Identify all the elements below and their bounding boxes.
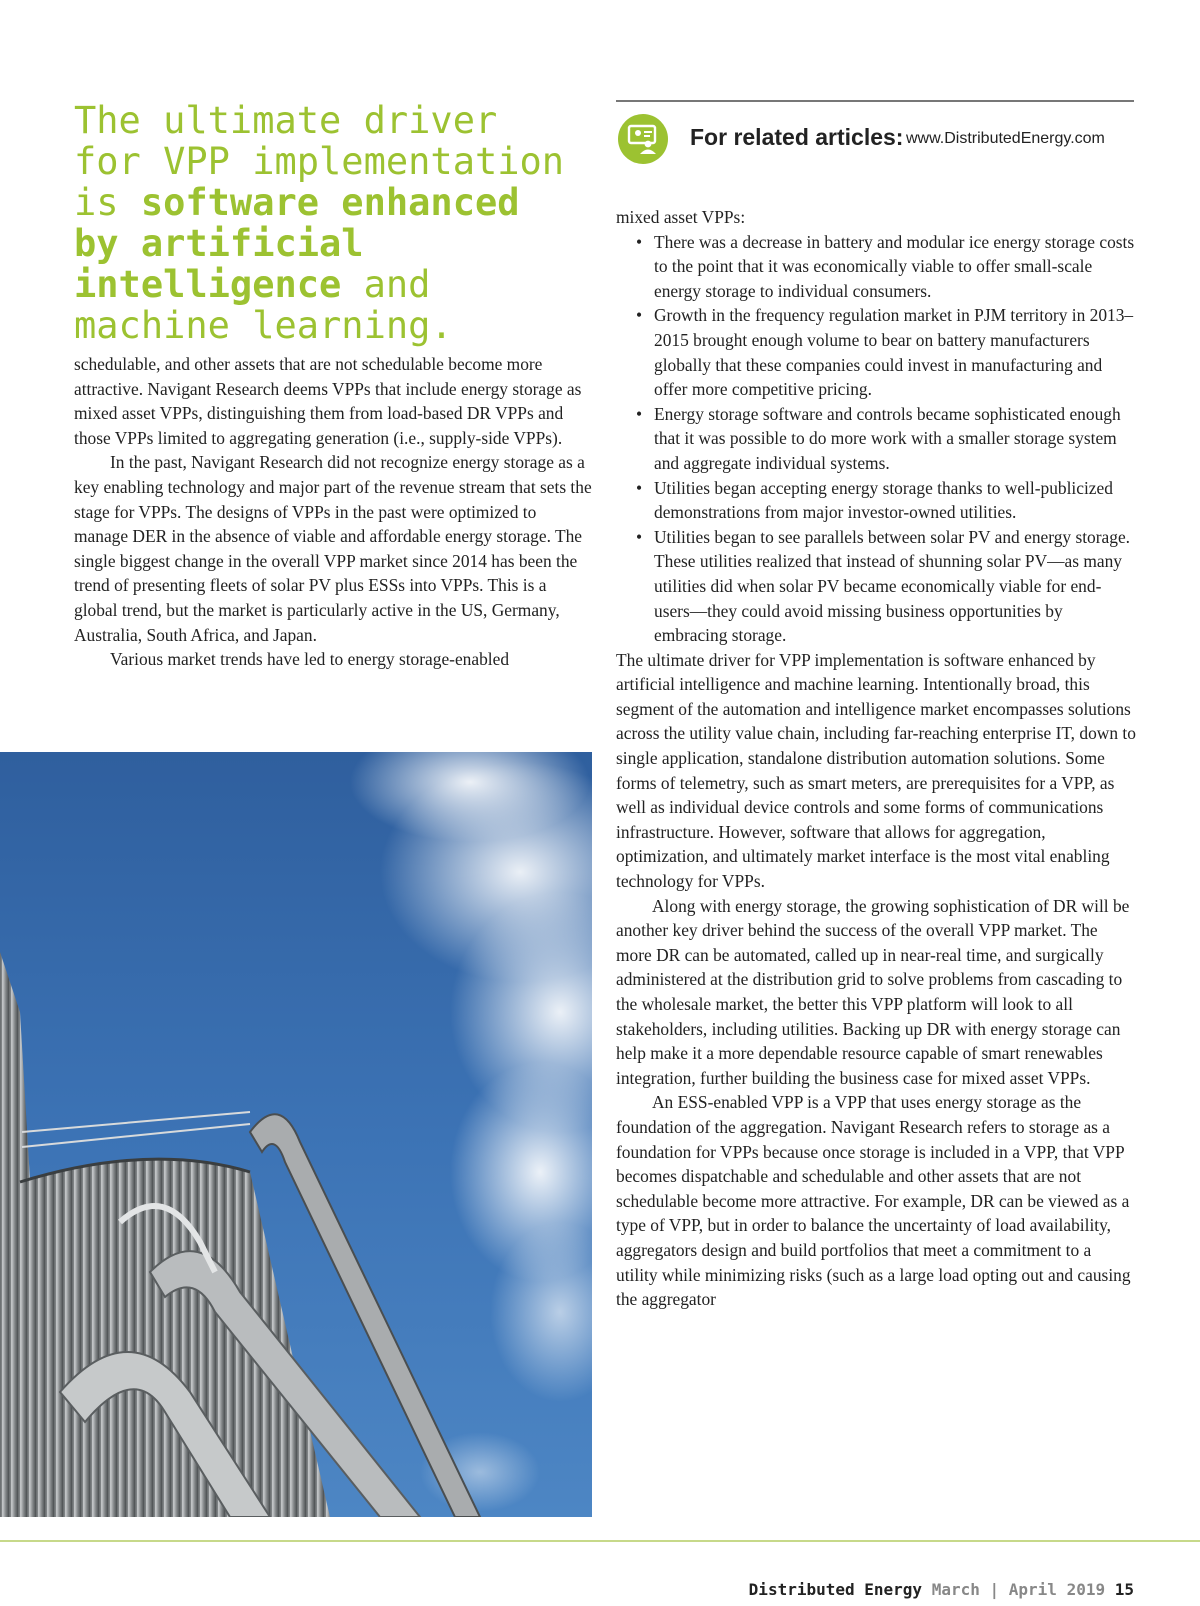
list-item: • Utilities began accepting energy storage thanks to well-publicized demonstrations from major investor-owned utilities. xyxy=(616,476,1136,525)
storage-tank-photo xyxy=(0,752,592,1517)
left-column-text xyxy=(74,352,594,672)
bullet-list xyxy=(616,230,1136,648)
issue-date: March | April 2019 xyxy=(931,1580,1106,1599)
paragraph: Along with energy storage, the growing sophistication of DR will be another key driver behind the success of the overall VPP market. The more DR can be automated, called up in near-real time, and surgically administered at the distribution grid to solve problems from cascading to the wholesale market, the better this VPP platform will look to all stakeholders, including utilities. Backing up DR with energy storage can help make it a more dependable resource capable of smart renewables integration, further building the business case for mixed asset VPPs. xyxy=(616,895,1130,1088)
list-item: • There was a decrease in battery and modular ice energy storage costs to the point that it was economically viable to offer small-scale energy storage to individual consumers. xyxy=(616,230,1136,304)
footer-divider xyxy=(0,1540,1200,1542)
list-item: • Energy storage software and controls became sophisticated enough that it was possible to do more work with a smaller storage system and aggregate individual systems. xyxy=(616,402,1136,476)
person-at-screen-icon xyxy=(618,114,668,164)
paragraph: Various market trends have led to energy storage-enabled xyxy=(110,649,510,670)
related-articles-link[interactable]: www.DistributedEnergy.com xyxy=(906,130,1105,147)
pull-quote xyxy=(74,100,574,346)
right-column-text xyxy=(616,205,1136,1312)
related-articles-label: For related articles: xyxy=(690,124,904,150)
pull-quote-part1: The ultimate driver for VPP implementation is xyxy=(74,99,565,224)
page-number: 15 xyxy=(1114,1580,1134,1599)
list-item: • Utilities began to see parallels between solar PV and energy storage. These utilities realized that instead of shunning solar PV—as many utilities did when solar PV became economically viable for end-users—they could avoid missing business opportunities by embracing storage. xyxy=(616,525,1136,648)
pull-quote-part3: and machine learning. xyxy=(74,263,453,347)
list-item: • Growth in the frequency regulation market in PJM territory in 2013–2015 brought enough volume to bear on battery manufacturers globally that these companies could invest in manufacturing and offer more competitive pricing. xyxy=(616,303,1136,401)
list-intro: mixed asset VPPs: xyxy=(616,207,746,227)
magazine-name: Distributed Energy xyxy=(748,1580,923,1599)
related-articles-box xyxy=(616,100,1134,172)
paragraph: The ultimate driver for VPP implementation is software enhanced by artificial intelligence and machine learning. Intentionally broad, this segment of the automation and intelligence market encompasses solutions across the utility value chain, including far-reaching enterprise IT, down to single application, standalone distribution automation solutions. Some forms of telemetry, such as smart meters, are prerequisites for a VPP, as well as individual device controls and some forms of communications infrastructure. However, software that allows for aggregation, optimization, and ultimately market interface is the most vital enabling technology for VPPs. xyxy=(616,649,1136,892)
paragraph: In the past, Navigant Research did not recognize energy storage as a key enabling technology and major part of the revenue stream that sets the stage for VPPs. The designs of VPPs in the past were optimized to manage DER in the absence of viable and affordable energy storage. The single biggest change in the overall VPP market since 2014 has been the trend of presenting fleets of solar PV plus ESSs into VPPs. This is a global trend, but the market is particularly active in the US, Germany, Australia, South Africa, and Japan. xyxy=(74,452,592,645)
paragraph: schedulable, and other assets that are not schedulable become more attractive. Navigant Research deems VPPs that include energy storage as mixed asset VPPs, distinguishing them from load-based DR VPPs and those VPPs limited to aggregating generation (i.e., supply-side VPPs). xyxy=(74,354,582,448)
pull-quote-emphasis: software enhanced by artificial intelligence xyxy=(74,181,520,306)
paragraph: An ESS-enabled VPP is a VPP that uses energy storage as the foundation of the aggregation. Navigant Research refers to storage as a foundation for VPPs because once storage is included in a VPP, that VPP becomes dispatchable and schedulable and other assets that are not schedulable become more attractive. For example, DR can be viewed as a type of VPP, but in order to balance the uncertainty of load availability, aggregators design and build portfolios that meet a commitment to a utility while minimizing risks (such as a large load opting out and causing the aggregator xyxy=(616,1092,1131,1310)
page-footer xyxy=(749,1580,1134,1599)
